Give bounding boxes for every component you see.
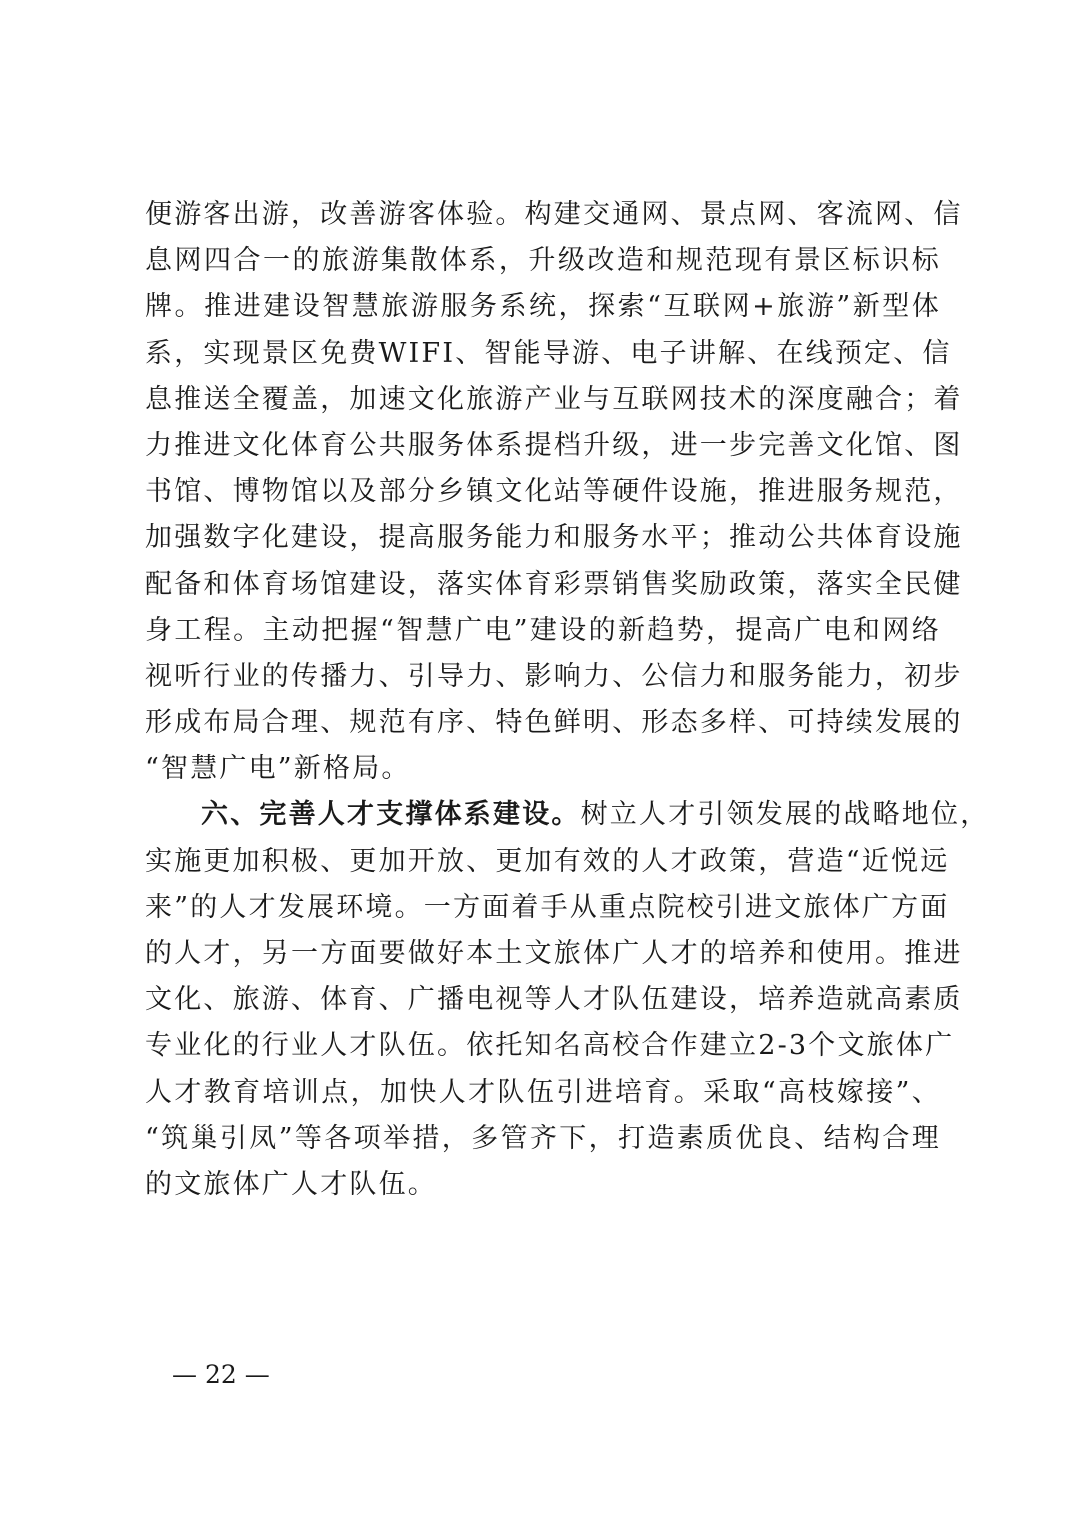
page-number: — 22 — bbox=[172, 1360, 270, 1389]
text-line: 身工程。主动把握“智慧广电”建设的新趋势，提高广电和网络 bbox=[145, 614, 941, 646]
section6-heading: 六、完善人才支撑体系建设。 bbox=[201, 799, 581, 831]
text-line: 文化、旅游、体育、广播电视等人才队伍建设，培养造就高素质 bbox=[145, 984, 963, 1016]
text-line: “筑巢引凤”等各项举措，多管齐下，打造素质优良、结构合理 bbox=[145, 1122, 941, 1154]
text-line: 书馆、博物馆以及部分乡镇文化站等硬件设施，推进服务规范， bbox=[145, 476, 963, 508]
text-line: 系，实现景区免费WIFI、智能导游、电子讲解、在线预定、信 bbox=[145, 337, 952, 369]
text-line: 视听行业的传播力、引导力、影响力、公信力和服务能力，初步 bbox=[145, 660, 963, 692]
section6-first-line bbox=[145, 792, 990, 838]
text-line: 力推进文化体育公共服务体系提档升级，进一步完善文化馆、图 bbox=[145, 429, 963, 461]
text-line: 形成布局合理、规范有序、特色鲜明、形态多样、可持续发展的 bbox=[145, 707, 963, 739]
text-line: 人才教育培训点，加快人才队伍引进培育。采取“高枝嫁接”、 bbox=[145, 1076, 941, 1108]
section6-first-line-rest: 树立人才引领发展的战略地位， bbox=[580, 799, 990, 831]
text-line: 加强数字化建设，提高服务能力和服务水平；推动公共体育设施 bbox=[145, 522, 963, 554]
text-line: 配备和体育场馆建设，落实体育彩票销售奖励政策，落实全民健 bbox=[145, 568, 963, 600]
text-line: 息网四合一的旅游集散体系，升级改造和规范现有景区标识标 bbox=[145, 245, 941, 277]
text-line: 牌。推进建设智慧旅游服务系统，探索“互联网+旅游”新型体 bbox=[145, 291, 941, 323]
text-line: “智慧广电”新格局。 bbox=[145, 753, 411, 785]
text-line: 来”的人才发展环境。一方面着手从重点院校引进文旅体广方面 bbox=[145, 891, 950, 923]
text-line: 便游客出游，改善游客体验。构建交通网、景点网、客流网、信 bbox=[145, 199, 963, 230]
text-line: 息推送全覆盖，加速文化旅游产业与互联网技术的深度融合；着 bbox=[145, 383, 963, 415]
text-line: 专业化的行业人才队伍。依托知名高校合作建立2-3个文旅体广 bbox=[145, 1030, 955, 1062]
text-line: 的人才，另一方面要做好本土文旅体广人才的培养和使用。推进 bbox=[145, 938, 963, 969]
text-line: 的文旅体广人才队伍。 bbox=[145, 1168, 437, 1200]
text-line: 实施更加积极、更加开放、更加有效的人才政策，营造“近悦远 bbox=[145, 845, 950, 877]
body-text bbox=[145, 192, 990, 1208]
